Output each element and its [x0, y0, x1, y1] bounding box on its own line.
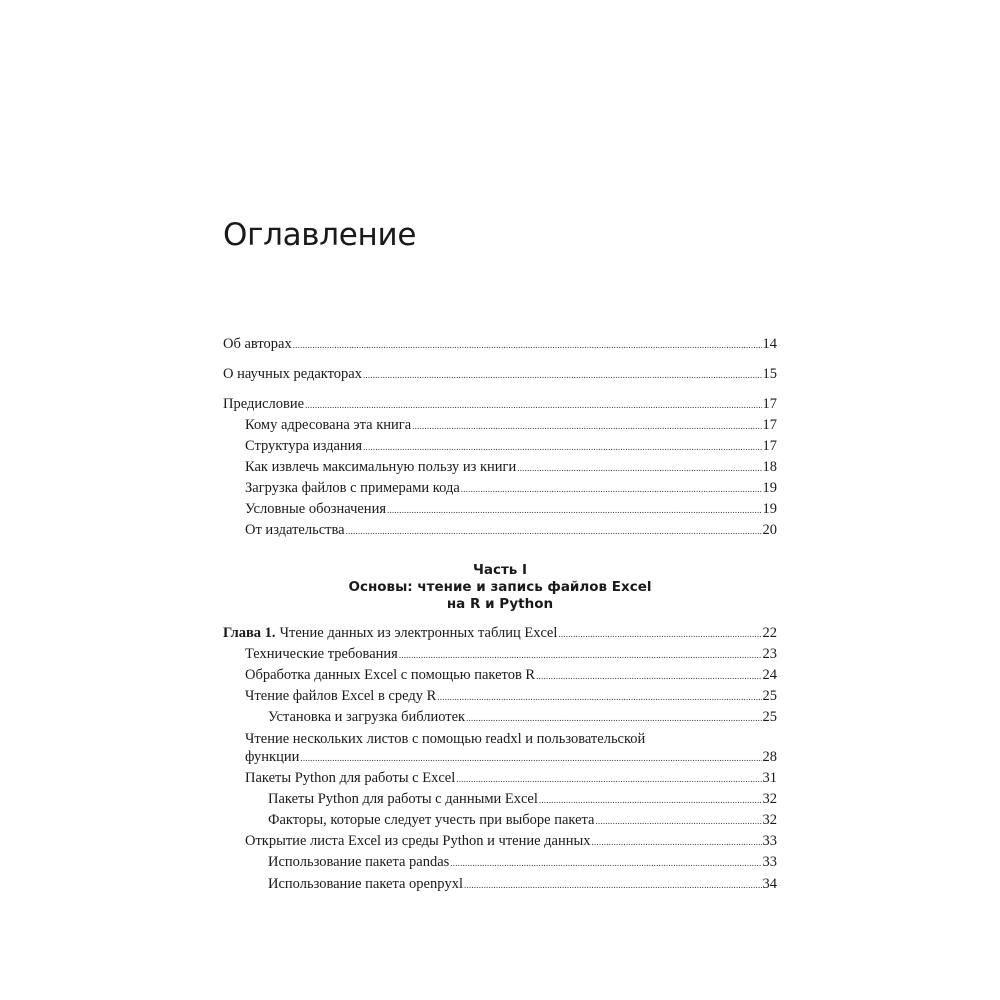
toc-entry-benefit[interactable] — [245, 456, 777, 478]
toc-entry-read-excel-r[interactable] — [245, 685, 777, 707]
toc-entry-title: Условные обозначения — [245, 501, 386, 517]
part-title-line2: на R и Python — [446, 596, 554, 612]
leader-dots — [517, 457, 761, 479]
toc-entry-title: Кому адресована эта книга — [245, 417, 412, 433]
toc-entry-science-editors[interactable] — [223, 363, 777, 385]
leader-dots — [592, 831, 762, 853]
toc-entry-tech-requirements[interactable] — [245, 643, 777, 665]
toc-entry-title: функции — [245, 749, 300, 765]
leader-dots — [363, 364, 762, 386]
toc-entry-title: Чтение данных из электронных таблиц Excel — [279, 625, 558, 641]
leader-dots — [300, 747, 761, 769]
leader-dots — [539, 789, 762, 811]
toc-page-number: 33 — [762, 854, 777, 870]
toc-entry-chapter-1[interactable] — [223, 622, 777, 644]
leader-dots — [363, 436, 761, 458]
toc-page-number: 25 — [762, 688, 777, 704]
leader-dots — [595, 810, 761, 832]
leader-dots — [466, 707, 761, 729]
toc-entry-title: Использование пакета pandas — [268, 854, 450, 870]
toc-entry-structure[interactable] — [245, 435, 777, 457]
toc-page-number: 17 — [762, 438, 777, 454]
toc-page-number: 34 — [762, 876, 777, 892]
toc-entry-install-libraries[interactable] — [268, 706, 777, 728]
toc-entry-python-data-packages[interactable] — [268, 788, 777, 810]
toc-entry-r-packages[interactable] — [245, 664, 777, 686]
toc-entry-title: Загрузка файлов с примерами кода — [245, 480, 460, 496]
leader-dots — [412, 415, 761, 437]
toc-page-number: 19 — [762, 501, 777, 517]
toc-entry-open-sheet-python[interactable] — [245, 830, 777, 852]
toc-page-number: 22 — [762, 625, 777, 641]
leader-dots — [536, 665, 761, 687]
toc-entry-pandas[interactable] — [268, 851, 777, 873]
toc-entry-python-packages[interactable] — [245, 767, 777, 789]
toc-entry-multi-sheets[interactable] — [245, 746, 777, 768]
toc-page-number: 18 — [762, 459, 777, 475]
toc-entry-title: Об авторах — [223, 336, 292, 352]
toc-entry-title: Как извлечь максимальную пользу из книги — [245, 459, 517, 475]
toc-page-number: 20 — [762, 522, 777, 538]
toc-entry-title: О научных редакторах — [223, 366, 362, 382]
toc-entry-title: Структура издания — [245, 438, 363, 454]
leader-dots — [456, 768, 761, 790]
toc-entry-preface[interactable] — [223, 393, 777, 415]
toc-page-number: 24 — [762, 667, 777, 683]
toc-entry-downloads[interactable] — [245, 477, 777, 499]
leader-dots — [558, 623, 761, 645]
toc-page-number: 17 — [762, 396, 777, 412]
leader-dots — [305, 394, 761, 416]
leader-dots — [461, 478, 762, 500]
leader-dots — [437, 686, 761, 708]
toc-page-number: 19 — [762, 480, 777, 496]
part-label: Часть I — [472, 562, 528, 578]
toc-entry-title: Использование пакета openpyxl — [268, 876, 463, 892]
leader-dots — [399, 644, 762, 666]
chapter-prefix: Глава 1. — [223, 625, 276, 641]
toc-entry-title: Факторы, которые следует учесть при выборе пакета — [268, 812, 595, 828]
page-title: Оглавление — [223, 217, 417, 253]
toc-page-number: 32 — [762, 791, 777, 807]
toc-page-number: 23 — [762, 646, 777, 662]
toc-page-number: 17 — [762, 417, 777, 433]
toc-entry-package-factors[interactable] — [268, 809, 777, 831]
toc-entry-title: Обработка данных Excel с помощью пакетов R — [245, 667, 536, 683]
toc-entry-multi-sheets-line1[interactable]: Чтение нескольких листов с помощью readxl и пользовательской — [245, 731, 646, 747]
toc-page-number: 31 — [762, 770, 777, 786]
toc-page-number: 25 — [762, 709, 777, 725]
toc-entry-title: Чтение файлов Excel в среду R — [245, 688, 437, 704]
toc-page-number: 33 — [762, 833, 777, 849]
toc-entry-title: Пакеты Python для работы с данными Excel — [268, 791, 538, 807]
toc-entry-title: Пакеты Python для работы с Excel — [245, 770, 456, 786]
toc-entry-title: Установка и загрузка библиотек — [268, 709, 466, 725]
leader-dots — [464, 874, 762, 896]
toc-page-number: 15 — [762, 366, 777, 382]
toc-entry-title: Открытие листа Excel из среды Python и чтение данных — [245, 833, 591, 849]
toc-entry-audience[interactable] — [245, 414, 777, 436]
toc-page-number: 14 — [762, 336, 777, 352]
leader-dots — [346, 520, 762, 542]
toc-page-number: 28 — [762, 749, 777, 765]
leader-dots — [450, 852, 761, 874]
toc-entry-openpyxl[interactable] — [268, 873, 777, 895]
toc-entry-title: Технические требования — [245, 646, 398, 662]
part-title-line1: Основы: чтение и запись файлов Excel — [348, 579, 652, 595]
toc-page-number: 32 — [762, 812, 777, 828]
toc-entry-title: Предисловие — [223, 396, 305, 412]
toc-entry-publisher[interactable] — [245, 519, 777, 541]
toc-entry-about-authors[interactable] — [223, 333, 777, 355]
leader-dots — [293, 334, 762, 356]
toc-entry-conventions[interactable] — [245, 498, 777, 520]
leader-dots — [387, 499, 762, 521]
toc-entry-title: От издательства — [245, 522, 345, 538]
